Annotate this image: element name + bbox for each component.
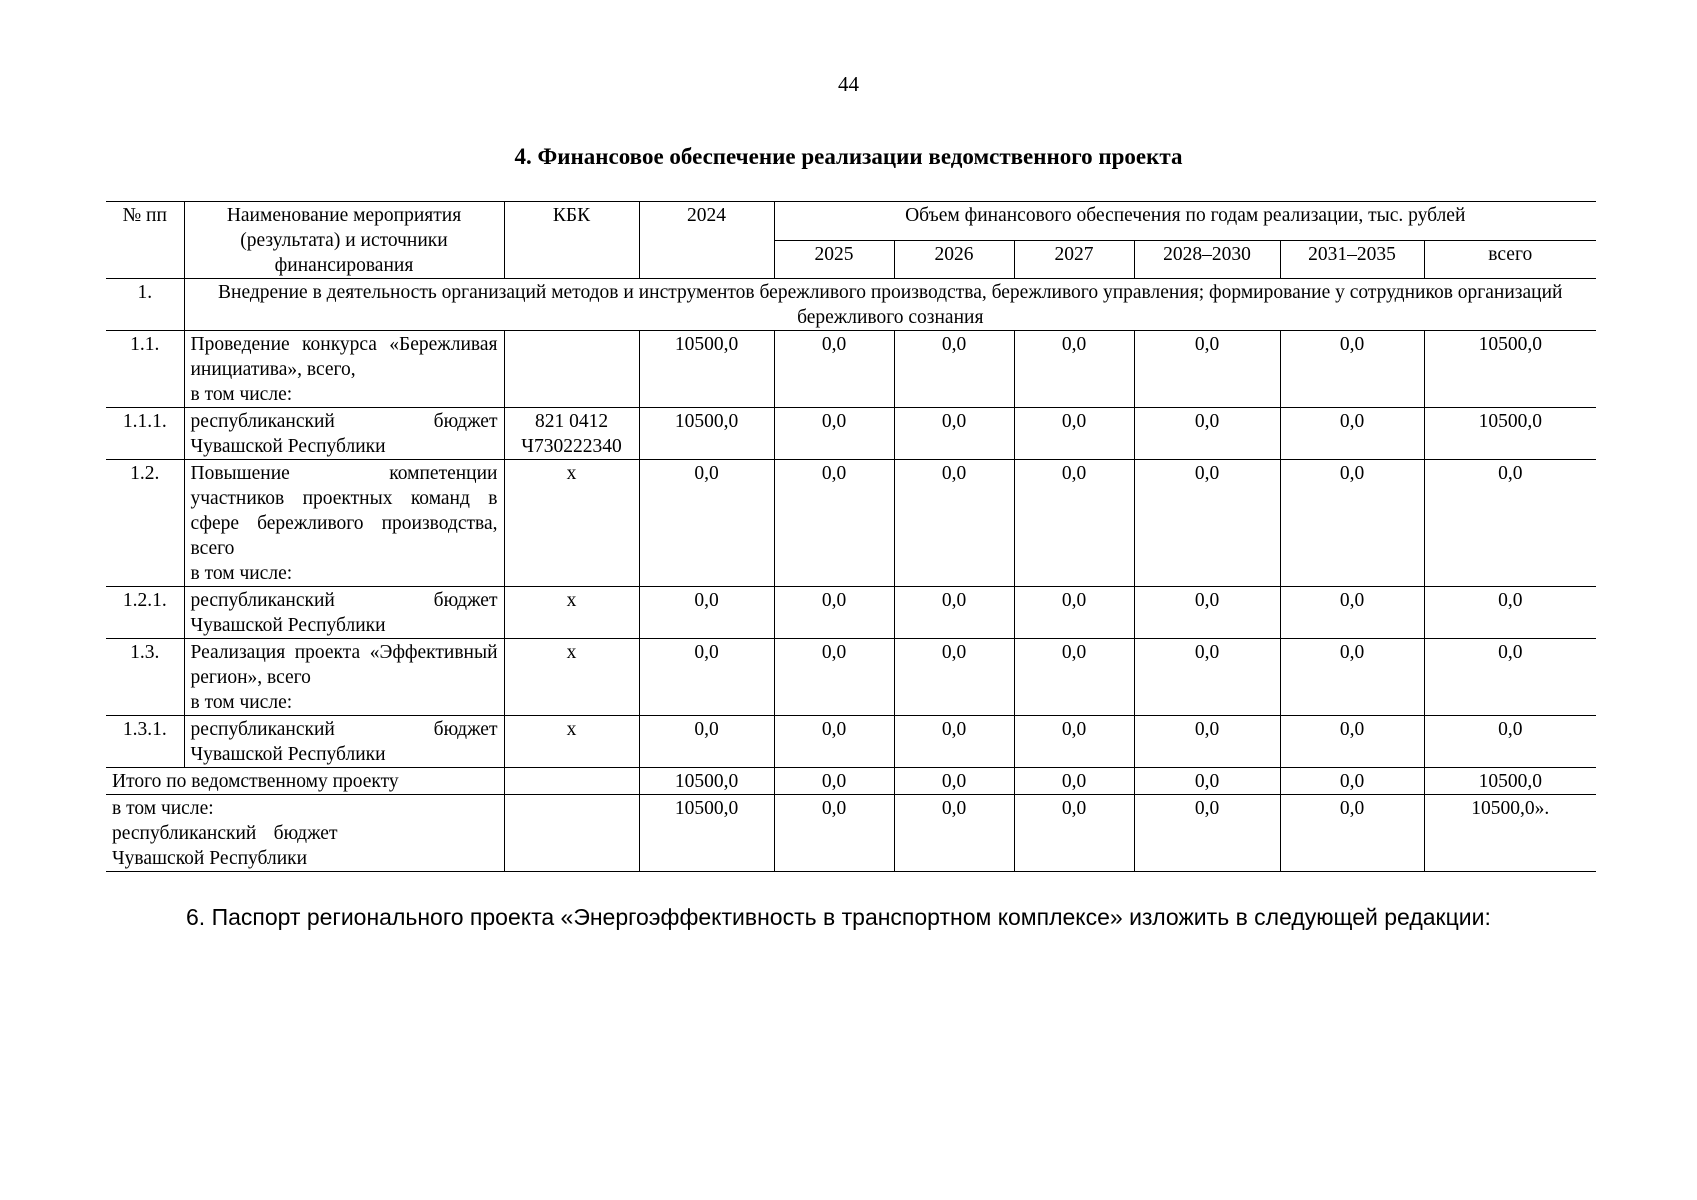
total-2024: 10500,0 — [639, 768, 774, 795]
including-2024: 10500,0 — [639, 795, 774, 872]
row-name: республиканский бюджет Чувашской Республики — [184, 716, 504, 768]
cell-2025: 0,0 — [774, 408, 894, 460]
row-kbk: 821 0412 Ч730222340 — [504, 408, 639, 460]
header-2031-2035: 2031–2035 — [1280, 240, 1424, 279]
including-2031-2035: 0,0 — [1280, 795, 1424, 872]
cell-2025: 0,0 — [774, 639, 894, 716]
row-kbk: х — [504, 587, 639, 639]
cell-2024: 0,0 — [639, 587, 774, 639]
header-2025: 2025 — [774, 240, 894, 279]
header-2024: 2024 — [639, 202, 774, 279]
total-2028-2030: 0,0 — [1134, 768, 1280, 795]
header-row-1 — [106, 202, 1596, 241]
row-name-text: Проведение конкурса «Бережливая инициатива», всего, — [190, 334, 498, 380]
cell-2028-2030: 0,0 — [1134, 587, 1280, 639]
table-row — [106, 716, 1596, 768]
cell-2024: 10500,0 — [639, 331, 774, 408]
including-row — [106, 795, 1596, 872]
row-name-text: Повышение компетенции участников проектных команд в сфере бережливого производства, всего — [190, 463, 498, 559]
table-row — [106, 460, 1596, 587]
total-row — [106, 768, 1596, 795]
cell-2024: 0,0 — [639, 460, 774, 587]
cell-2024: 0,0 — [639, 639, 774, 716]
cell-2026: 0,0 — [894, 408, 1014, 460]
cell-total: 0,0 — [1424, 716, 1596, 768]
cell-2027: 0,0 — [1014, 460, 1134, 587]
cell-2026: 0,0 — [894, 716, 1014, 768]
row-name-sub: в том числе: — [190, 692, 293, 713]
cell-2026: 0,0 — [894, 460, 1014, 587]
total-2027: 0,0 — [1014, 768, 1134, 795]
cell-2031-2035: 0,0 — [1280, 408, 1424, 460]
row-kbk: х — [504, 460, 639, 587]
total-total: 10500,0 — [1424, 768, 1596, 795]
header-num: № пп — [106, 202, 184, 279]
total-2025: 0,0 — [774, 768, 894, 795]
cell-2027: 0,0 — [1014, 639, 1134, 716]
row-name — [184, 460, 504, 587]
row-name-text: Реализация проекта «Эффективный регион», всего — [190, 642, 498, 688]
cell-2028-2030: 0,0 — [1134, 460, 1280, 587]
including-label-2: республиканский бюджет Чувашской Республики — [112, 823, 338, 869]
cell-2031-2035: 0,0 — [1280, 331, 1424, 408]
total-2026: 0,0 — [894, 768, 1014, 795]
page-number: 44 — [838, 72, 859, 96]
cell-total: 0,0 — [1424, 639, 1596, 716]
cell-total: 0,0 — [1424, 587, 1596, 639]
row-name: республиканский бюджет Чувашской Республики — [184, 587, 504, 639]
header-total: всего — [1424, 240, 1596, 279]
row-num: 1.3.1. — [106, 716, 184, 768]
including-2027: 0,0 — [1014, 795, 1134, 872]
row-kbk — [504, 331, 639, 408]
row-name: республиканский бюджет Чувашской Республики — [184, 408, 504, 460]
table-row — [106, 408, 1596, 460]
header-2026: 2026 — [894, 240, 1014, 279]
header-group: Объем финансового обеспечения по годам реализации, тыс. рублей — [774, 202, 1596, 241]
cell-2025: 0,0 — [774, 587, 894, 639]
section-title: 4. Финансовое обеспечение реализации ведомственного проекта — [514, 144, 1183, 169]
cell-2027: 0,0 — [1014, 408, 1134, 460]
cell-2028-2030: 0,0 — [1134, 716, 1280, 768]
cell-2031-2035: 0,0 — [1280, 639, 1424, 716]
cell-total: 0,0 — [1424, 460, 1596, 587]
closing-paragraph: 6. Паспорт регионального проекта «Энергоэффективность в транспортном комплексе» изложить в следующей редакции: — [186, 904, 1491, 930]
cell-2026: 0,0 — [894, 639, 1014, 716]
cell-2024: 10500,0 — [639, 408, 774, 460]
including-2025: 0,0 — [774, 795, 894, 872]
cell-2027: 0,0 — [1014, 587, 1134, 639]
cell-2026: 0,0 — [894, 587, 1014, 639]
row-name-sub: в том числе: — [190, 563, 293, 584]
row-name — [184, 639, 504, 716]
header-kbk: КБК — [504, 202, 639, 279]
total-kbk — [504, 768, 639, 795]
cell-2028-2030: 0,0 — [1134, 639, 1280, 716]
row-kbk: х — [504, 716, 639, 768]
table-row — [106, 587, 1596, 639]
header-name: Наименование мероприятия (результата) и источники финансирования — [184, 202, 504, 279]
section-text: Внедрение в деятельность организаций методов и инструментов бережливого производства, бережливого управления; формирование у сотрудников организаций бережливого сознания — [184, 279, 1596, 331]
including-kbk — [504, 795, 639, 872]
row-num: 1.2.1. — [106, 587, 184, 639]
table-row — [106, 639, 1596, 716]
table-row — [106, 331, 1596, 408]
section-num: 1. — [106, 279, 184, 331]
cell-2027: 0,0 — [1014, 331, 1134, 408]
cell-2025: 0,0 — [774, 331, 894, 408]
cell-2026: 0,0 — [894, 331, 1014, 408]
cell-2031-2035: 0,0 — [1280, 460, 1424, 587]
including-2026: 0,0 — [894, 795, 1014, 872]
cell-2031-2035: 0,0 — [1280, 587, 1424, 639]
cell-2027: 0,0 — [1014, 716, 1134, 768]
total-label: Итого по ведомственному проекту — [106, 768, 504, 795]
including-label — [106, 795, 504, 872]
row-num: 1.1.1. — [106, 408, 184, 460]
section-row — [106, 279, 1596, 331]
including-total: 10500,0». — [1424, 795, 1596, 872]
cell-2031-2035: 0,0 — [1280, 716, 1424, 768]
row-num: 1.1. — [106, 331, 184, 408]
cell-total: 10500,0 — [1424, 408, 1596, 460]
cell-2024: 0,0 — [639, 716, 774, 768]
cell-2025: 0,0 — [774, 460, 894, 587]
row-num: 1.2. — [106, 460, 184, 587]
including-2028-2030: 0,0 — [1134, 795, 1280, 872]
cell-2025: 0,0 — [774, 716, 894, 768]
cell-2028-2030: 0,0 — [1134, 331, 1280, 408]
row-num: 1.3. — [106, 639, 184, 716]
header-2028-2030: 2028–2030 — [1134, 240, 1280, 279]
row-name — [184, 331, 504, 408]
row-name-sub: в том числе: — [190, 384, 293, 405]
header-2027: 2027 — [1014, 240, 1134, 279]
cell-2028-2030: 0,0 — [1134, 408, 1280, 460]
cell-total: 10500,0 — [1424, 331, 1596, 408]
including-label-1: в том числе: — [112, 798, 214, 819]
row-kbk: х — [504, 639, 639, 716]
financing-table — [106, 201, 1596, 872]
total-2031-2035: 0,0 — [1280, 768, 1424, 795]
